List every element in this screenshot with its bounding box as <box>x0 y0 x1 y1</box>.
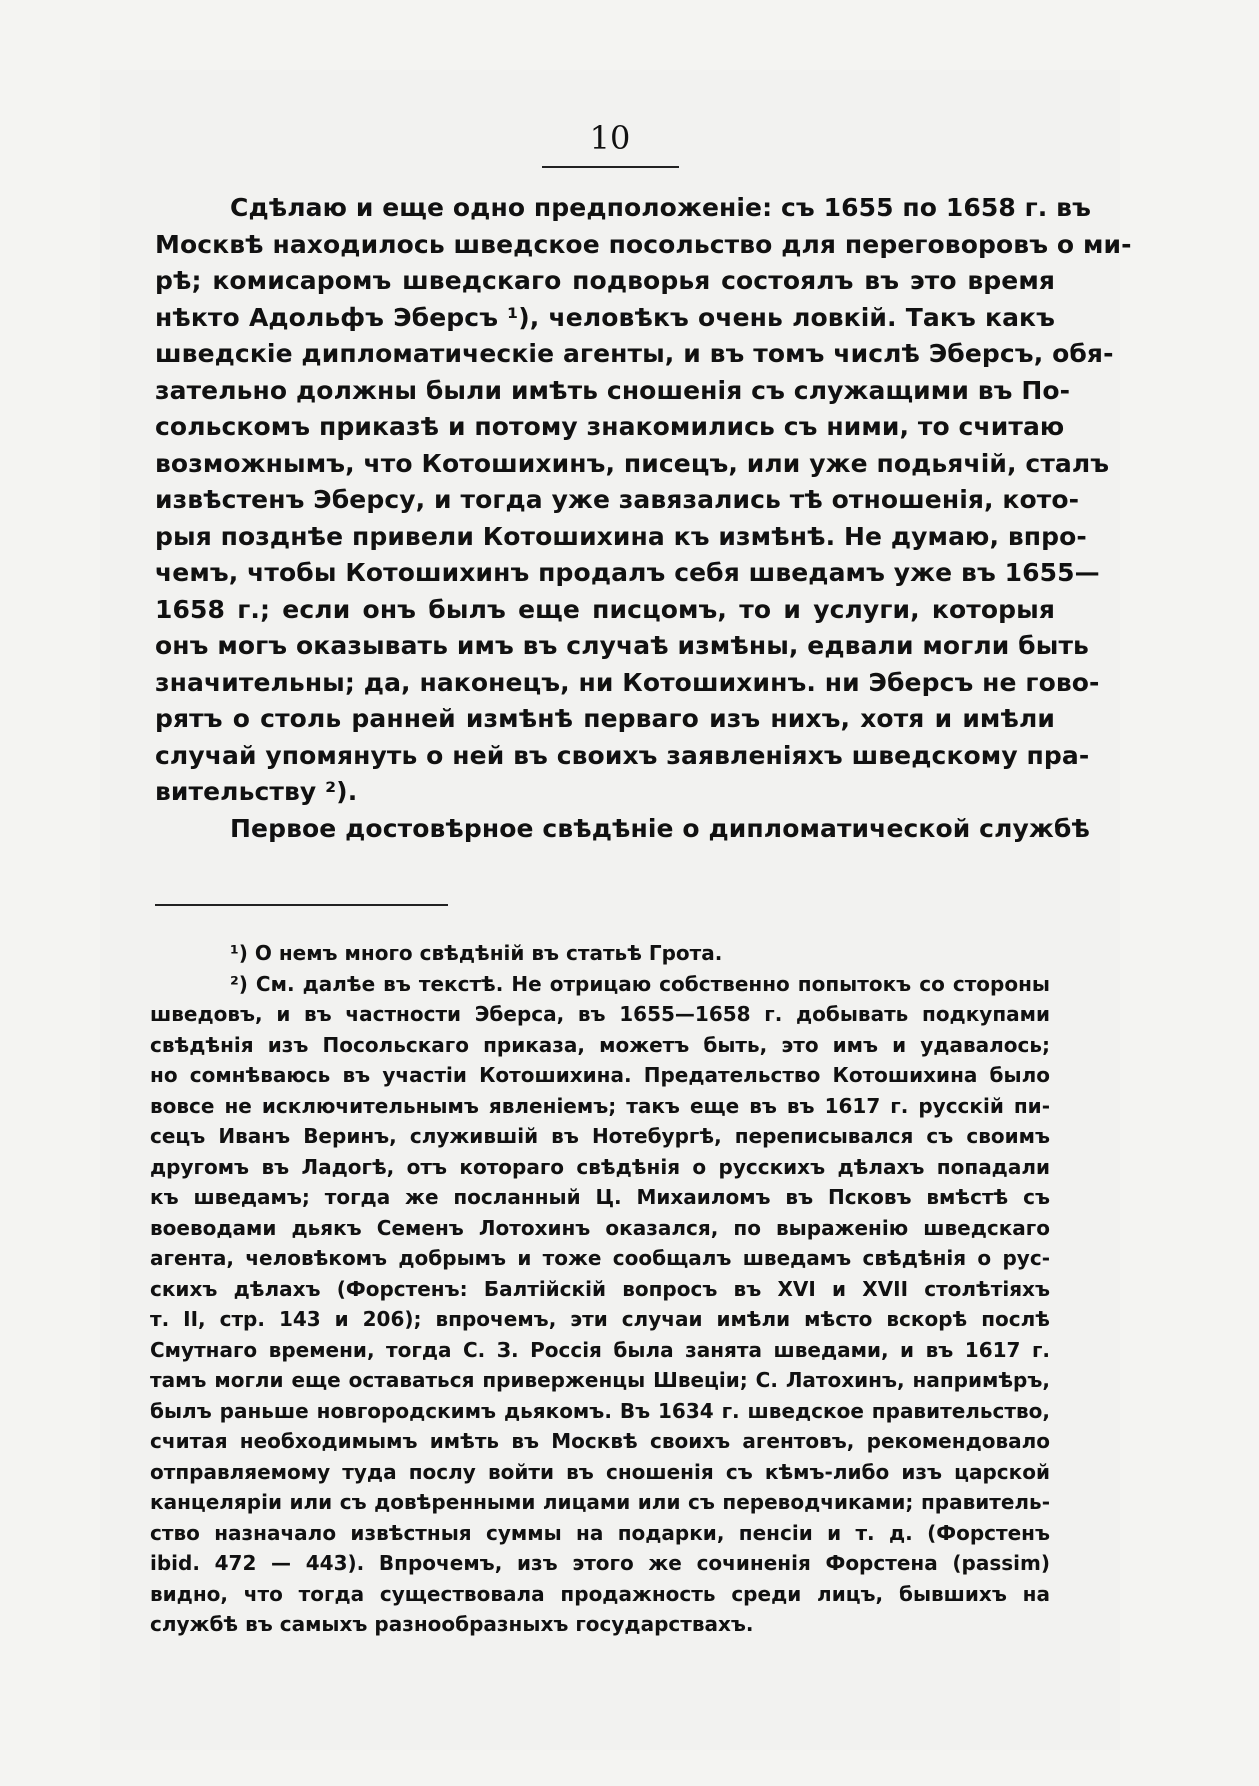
footnote-line: видно, что тогда существовала продажность среди лицъ, бывшихъ на <box>150 1581 1050 1606</box>
footnote-line: воеводами дьякъ Семенъ Лотохинъ оказался, по выраженію шведскаго <box>150 1215 1050 1240</box>
text-line: значительны; да, наконецъ, ни Котошихинъ. ни Эберсъ не гово- <box>155 667 1100 697</box>
text-line: рятъ о столь ранней измѣнѣ перваго изъ нихъ, хотя и имѣли <box>155 704 1055 733</box>
footnote-line: свѣдѣнія изъ Посольскаго приказа, можетъ быть, это имъ и удавалось; <box>150 1032 1050 1057</box>
text-line: Первое достовѣрное свѣдѣніе о дипломатической службѣ <box>230 813 1090 843</box>
text-line: шведскіе дипломатическіе агенты, и въ томъ числѣ Эберсъ, обя- <box>155 339 1114 368</box>
footnote-separator <box>155 904 448 906</box>
footnote-line: агента, человѣкомъ добрымъ и тоже сообщалъ шведамъ свѣдѣнія о рус- <box>150 1246 1050 1270</box>
footnote-line: къ шведамъ; тогда же посланный Ц. Михаиломъ въ Псковъ вмѣстѣ съ <box>150 1185 1050 1209</box>
text-line: чемъ, чтобы Котошихинъ продалъ себя шведамъ уже въ 1655— <box>155 558 1100 587</box>
footnotes <box>150 938 1050 1640</box>
text-line: возможнымъ, что Котошихинъ, писецъ, или уже подьячій, сталъ <box>155 448 1110 478</box>
footnote-line: другомъ въ Ладогѣ, отъ котораго свѣдѣнія о русскихъ дѣлахъ попадали <box>150 1154 1050 1179</box>
text-line: Сдѣлаю и еще одно предположеніе: съ 1655 по 1658 г. въ <box>230 193 1091 222</box>
footnote-line: Смутнаго времени, тогда С. З. Россія была занята шведами, и въ 1617 г. <box>150 1337 1050 1362</box>
footnote-line: тамъ могли еще оставаться приверженцы Швеціи; С. Латохинъ, напримѣръ, <box>150 1368 1050 1392</box>
text-line: вительству ²). <box>155 777 358 806</box>
text-line: случай упомянуть о ней въ своихъ заявленіяхъ шведскому пра- <box>155 740 1090 770</box>
text-line: онъ могъ оказывать имъ въ случаѣ измѣны, едвали могли быть <box>155 631 1089 660</box>
main-text <box>155 190 1132 847</box>
footnote-line: вовсе не исключительнымъ явленіемъ; такъ еще въ въ 1617 г. русскій пи- <box>150 1093 1050 1118</box>
text-line: извѣстенъ Эберсу, и тогда уже завязались тѣ отношенія, кото- <box>155 485 1080 514</box>
text-line: нѣкто Адольфъ Эберсъ ¹), человѣкъ очень ловкій. Такъ какъ <box>155 302 1055 332</box>
footnote-line: сецъ Иванъ Веринъ, служившій въ Нотебургѣ, переписывался съ своимъ <box>150 1124 1050 1148</box>
page-number: 10 <box>589 119 631 157</box>
footnote-line: канцеляріи или съ довѣренными лицами или съ переводчиками; правитель- <box>150 1490 1050 1514</box>
text-line: зательно должны были имѣть сношенія съ служащими въ По- <box>155 375 1071 405</box>
footnote-line: отправляемому туда послу войти въ сношенія съ кѣмъ-либо изъ царской <box>150 1459 1050 1484</box>
text-line: 1658 г.; если онъ былъ еще писцомъ, то и услуги, которыя <box>155 594 1055 624</box>
footnote-line: службѣ въ самыхъ разнообразныхъ государствахъ. <box>150 1612 754 1636</box>
footnote-line: шведовъ, и въ частности Эберса, въ 1655—1658 г. добывать подкупами <box>150 1002 1050 1026</box>
text-line: рыя позднѣе привели Котошихина къ измѣнѣ. Не думаю, впро- <box>155 521 1087 551</box>
footnote-line: скихъ дѣлахъ (Форстенъ: Балтійскій вопросъ въ XVI и XVII столѣтіяхъ <box>150 1276 1050 1301</box>
text-line: рѣ; комисаромъ шведскаго подворья состоялъ въ это время <box>155 266 1055 295</box>
page-number-underline <box>542 166 679 168</box>
footnote-line: ство назначало извѣстныя суммы на подарки, пенсіи и т. д. (Форстенъ <box>150 1520 1050 1545</box>
text-line: сольскомъ приказѣ и потому знакомились съ ними, то считаю <box>155 412 1065 441</box>
footnote-line: считая необходимымъ имѣть въ Москвѣ своихъ агентовъ, рекомендовало <box>150 1429 1050 1453</box>
text-line: Москвѣ находилось шведское посольство для переговоровъ о ми- <box>155 229 1132 259</box>
footnote-line: но сомнѣваюсь въ участіи Котошихина. Предательство Котошихина было <box>150 1063 1050 1087</box>
footnote-line: былъ раньше новгородскимъ дьякомъ. Въ 1634 г. шведское правительство, <box>150 1398 1050 1423</box>
footnote-line: ibid. 472 — 443). Впрочемъ, изъ этого же сочиненія Форстена (passim) <box>150 1551 1050 1575</box>
footnote-line: ¹) О немъ много свѣдѣній въ статьѣ Грота. <box>230 941 723 965</box>
footnote-line: т. II, стр. 143 и 206); впрочемъ, эти случаи имѣли мѣсто вскорѣ послѣ <box>150 1307 1050 1331</box>
footnote-line: ²) См. далѣе въ текстѣ. Не отрицаю собственно попытокъ со стороны <box>230 971 1050 996</box>
